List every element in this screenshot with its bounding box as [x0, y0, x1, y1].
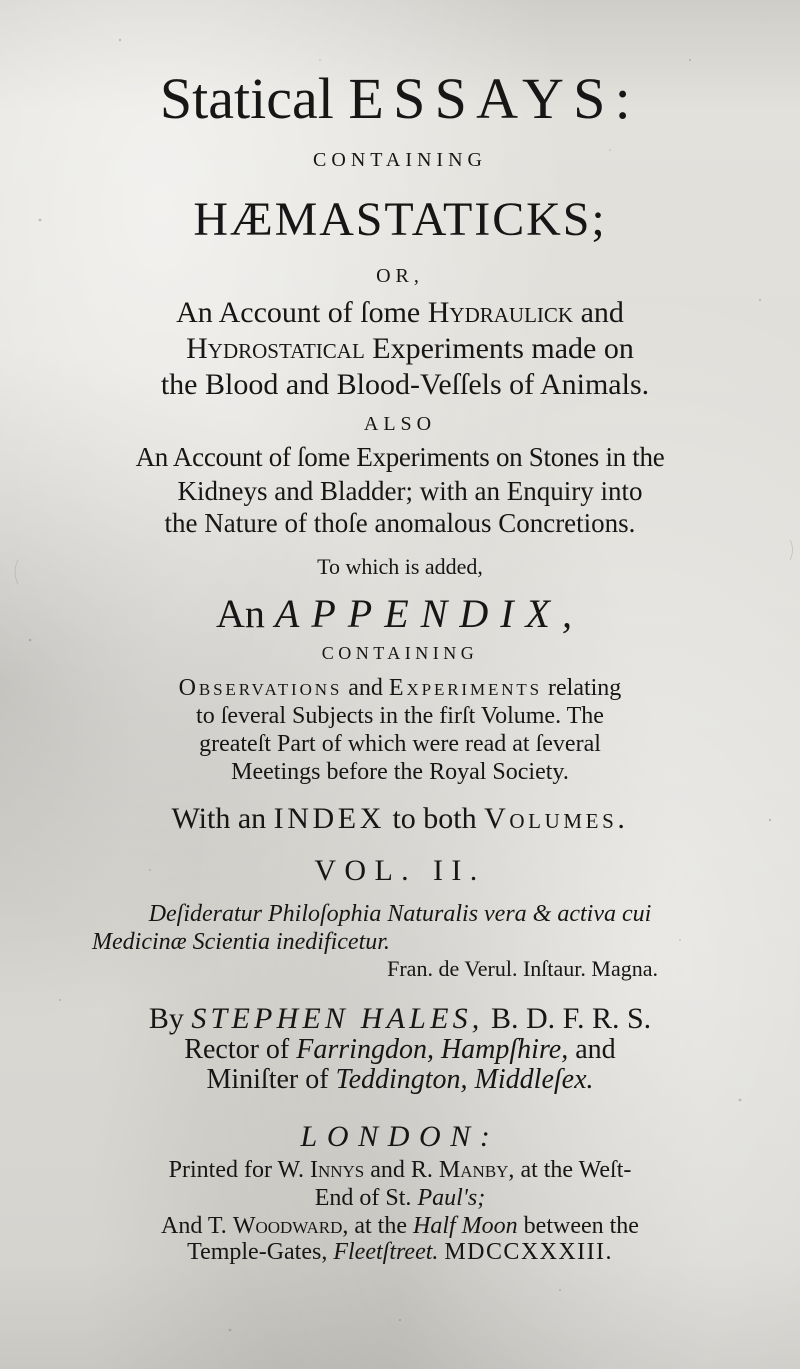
author-line-2: Rector of Farringdon, Hampſhire, and — [184, 1034, 616, 1065]
account-hydraulick-line-1: An Account of ſome Hydraulick and — [176, 296, 624, 329]
also-heading: ALSO — [363, 413, 437, 435]
observations-line-3: greateſt Part of which were read at ſeveral — [199, 731, 601, 757]
observations-line-1: Observations and Experiments relating — [178, 675, 622, 701]
or-heading: OR, — [376, 265, 424, 287]
imprint-line-1: Printed for W. Innys and R. Manby, at the Weſt- — [168, 1157, 632, 1183]
observations-line-2: to ſeveral Subjects in the firſt Volume. The — [196, 703, 604, 729]
index-line: With an INDEX to both Volumes. — [171, 802, 629, 835]
author-name: STEPHEN HALES, — [191, 1002, 484, 1035]
imprint-line-4: Temple-Gates, Fleetſtreet. MDCCXXXIII. — [187, 1239, 613, 1265]
imprint-line-3: And T. Woodward, at the Half Moon between the — [161, 1213, 639, 1239]
epigraph-line-2: Medicinæ Scientia inedificetur. — [92, 929, 390, 955]
appendix-line: An APPENDIX, — [216, 591, 584, 636]
containing-heading-2: CONTAINING — [321, 643, 479, 663]
author-line-1: By STEPHEN HALES, B. D. F. R. S. — [148, 1002, 652, 1035]
volume-number: VOL. II. — [314, 854, 486, 887]
observations-line-4: Meetings before the Royal Society. — [231, 759, 569, 785]
imprint-line-2: End of St. Paul's; — [314, 1185, 486, 1211]
title-essays: ESSAYS: — [348, 66, 641, 131]
appendix-word: APPENDIX, — [274, 591, 584, 636]
account-stones-line-1: An Account of ſome Experiments on Stones in the — [135, 442, 665, 472]
epigraph-line-1: Deſideratur Philoſophia Naturalis vera & activa cui — [148, 901, 652, 927]
account-stones-line-3: the Nature of thoſe anomalous Concretions. — [164, 508, 636, 538]
haemastaticks-heading: HÆMASTATICKS; — [193, 193, 607, 246]
account-stones-line-2: Kidneys and Bladder; with an Enquiry into — [177, 476, 643, 506]
account-hydraulick-line-3: the Blood and Blood-Veſſels of Animals. — [160, 368, 650, 401]
imprint-city: LONDON: — [300, 1120, 500, 1153]
account-hydraulick-line-2: Hydrostatical Experiments made on — [186, 332, 634, 365]
to-which-is-added: To which is added, — [317, 554, 483, 579]
title-statical: Statical — [159, 66, 334, 131]
author-line-3: Miniſter of Teddington, Middleſex. — [206, 1064, 594, 1095]
title-line — [0, 66, 800, 131]
containing-heading-1: CONTAINING — [313, 149, 487, 171]
epigraph-attribution: Fran. de Verul. Inſtaur. Magna. — [387, 956, 658, 981]
